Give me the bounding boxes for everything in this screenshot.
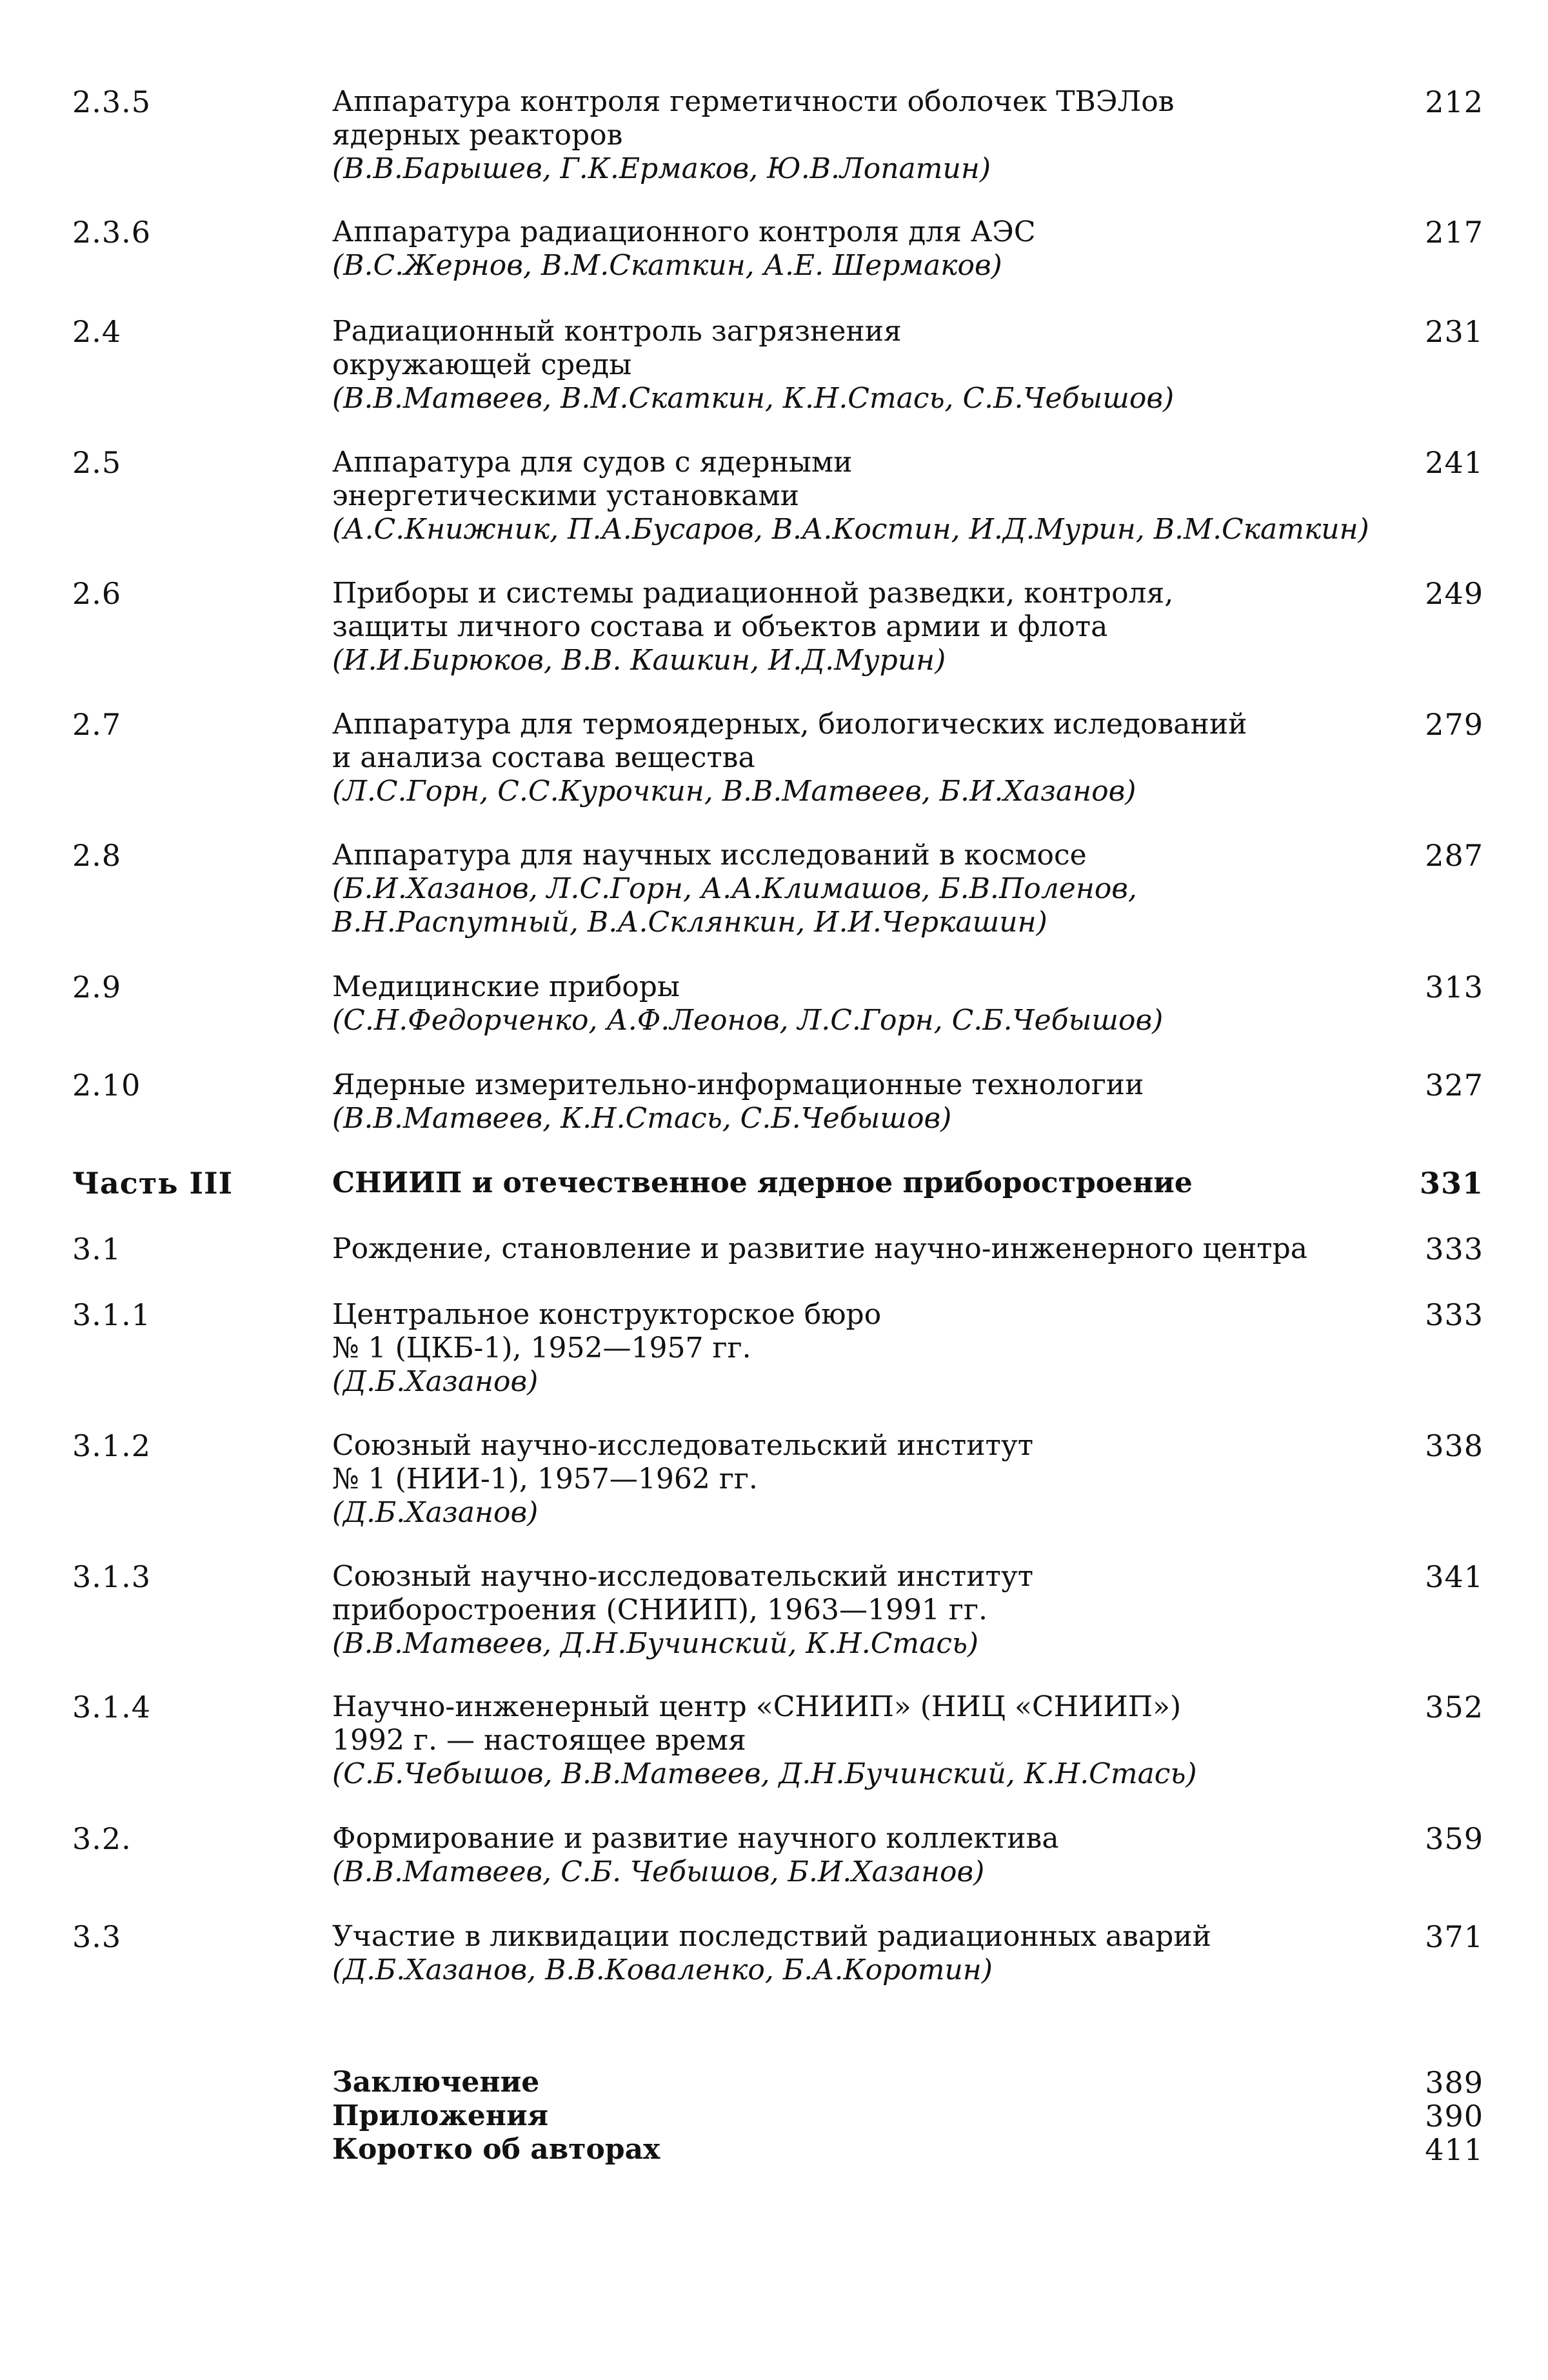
entry-title: Центральное конструкторское бюро № 1 (ЦКБ-1), 1952—1957 гг. [332, 1298, 882, 1365]
entry-number: 2.8 [72, 838, 122, 873]
entry-title: Радиационный контроль загрязнения окружающей среды [332, 315, 902, 381]
entry-authors: (В.В.Матвеев, К.Н.Стась, С.Б.Чебышов) [332, 1102, 952, 1135]
entry-authors: (А.С.Книжник, П.А.Бусаров, В.А.Костин, И.Д.Мурин, В.М.Скаткин) [332, 513, 1369, 546]
entry-number: 2.10 [72, 1068, 141, 1103]
entry-number: 2.5 [72, 445, 122, 480]
entry-authors: (Д.Б.Хазанов) [332, 1496, 539, 1529]
entry-number: 2.6 [72, 576, 122, 611]
entry-page: 279 [1425, 707, 1484, 742]
entry-authors: (В.В.Барышев, Г.К.Ермаков, Ю.В.Лопатин) [332, 152, 991, 185]
entry-authors: (Д.Б.Хазанов) [332, 1365, 539, 1398]
entry-number: 3.2. [72, 1821, 132, 1856]
entry-page: 331 [1419, 1166, 1484, 1201]
entry-title: Аппаратура для научных исследований в космосе [332, 839, 1087, 872]
entry-title: Аппаратура для термоядерных, биологических иследований и анализа состава вещества [332, 708, 1247, 774]
entry-page: 287 [1425, 838, 1484, 873]
end-page: 411 [1425, 2132, 1484, 2167]
entry-title: Приборы и системы радиационной разведки, контроля, защиты личного состава и объектов армии и флота [332, 577, 1174, 643]
entry-title: Медицинские приборы [332, 970, 680, 1003]
entry-authors: (Б.И.Хазанов, Л.С.Горн, А.А.Климашов, Б.В.Поленов, В.Н.Распутный, В.А.Склянкин, И.И.Черкашин) [332, 872, 1137, 939]
entry-authors: (В.В.Матвеев, С.Б. Чебышов, Б.И.Хазанов) [332, 1855, 985, 1888]
entry-authors: (Л.С.Горн, С.С.Курочкин, В.В.Матвеев, Б.И.Хазанов) [332, 775, 1136, 808]
entry-title: Союзный научно-исследовательский институт приборостроения (СНИИП), 1963—1991 гг. [332, 1560, 1034, 1626]
entry-number: 3.1.1 [72, 1297, 152, 1332]
entry-number: 3.3 [72, 1919, 122, 1954]
entry-number: 3.1.4 [72, 1690, 152, 1725]
entry-title: Участие в ликвидации последствий радиационных аварий [332, 1920, 1211, 1953]
end-label: Коротко об авторах [332, 2133, 660, 2166]
entry-page: 333 [1425, 1297, 1484, 1332]
entry-title: Ядерные измерительно-информационные технологии [332, 1068, 1144, 1101]
entry-authors: (С.Б.Чебышов, В.В.Матвеев, Д.Н.Бучинский, К.Н.Стась) [332, 1757, 1197, 1790]
entry-authors: (В.С.Жернов, В.М.Скаткин, А.Е. Шермаков) [332, 249, 1002, 282]
entry-page: 313 [1425, 970, 1484, 1005]
entry-page: 327 [1425, 1068, 1484, 1103]
entry-page: 341 [1425, 1559, 1484, 1594]
entry-authors: (В.В.Матвеев, Д.Н.Бучинский, К.Н.Стась) [332, 1627, 979, 1660]
toc-end-conclusion [0, 2066, 1548, 2099]
toc-end-authors [0, 2133, 1548, 2166]
entry-number: 2.9 [72, 970, 122, 1005]
end-label: Заключение [332, 2066, 540, 2099]
entry-page: 249 [1425, 576, 1484, 611]
entry-page: 212 [1425, 85, 1484, 119]
entry-page: 217 [1425, 215, 1484, 250]
entry-number: 3.1.2 [72, 1428, 152, 1463]
entry-title: Аппаратура для судов с ядерными энергетическими установками [332, 446, 853, 512]
toc-end-appendices [0, 2099, 1548, 2133]
entry-number: 2.3.6 [72, 215, 152, 250]
entry-title: Рождение, становление и развитие научно-инженерного центра [332, 1232, 1308, 1265]
entry-number: 3.1.3 [72, 1559, 152, 1594]
end-page: 390 [1425, 2099, 1484, 2134]
entry-number: 2.7 [72, 707, 122, 742]
entry-title: Союзный научно-исследовательский институт № 1 (НИИ-1), 1957—1962 гг. [332, 1429, 1034, 1495]
entry-page: 352 [1425, 1690, 1484, 1725]
entry-number: 3.1 [72, 1232, 122, 1266]
entry-authors: (Д.Б.Хазанов, В.В.Коваленко, Б.А.Коротин) [332, 1954, 993, 1986]
entry-authors: (С.Н.Федорченко, А.Ф.Леонов, Л.С.Горн, С.Б.Чебышов) [332, 1004, 1164, 1037]
entry-page: 338 [1425, 1428, 1484, 1463]
entry-title: Научно-инженерный центр «СНИИП» (НИЦ «СНИИП») 1992 г. — настоящее время [332, 1690, 1182, 1757]
entry-authors: (В.В.Матвеев, В.М.Скаткин, К.Н.Стась, С.Б.Чебышов) [332, 382, 1175, 415]
entry-page: 241 [1425, 445, 1484, 480]
entry-page: 359 [1425, 1821, 1484, 1856]
entry-authors: (И.И.Бирюков, В.В. Кашкин, И.Д.Мурин) [332, 644, 946, 677]
part-number: Часть III [72, 1166, 233, 1201]
entry-number: 2.3.5 [72, 85, 152, 119]
entry-page: 371 [1425, 1919, 1484, 1954]
entry-title: Формирование и развитие научного коллектива [332, 1822, 1059, 1855]
entry-number: 2.4 [72, 314, 122, 349]
entry-title: Аппаратура контроля герметичности оболочек ТВЭЛов ядерных реакторов [332, 85, 1175, 152]
entry-page: 231 [1425, 314, 1484, 349]
end-page: 389 [1425, 2065, 1484, 2100]
entry-page: 333 [1425, 1232, 1484, 1266]
part-title: СНИИП и отечественное ядерное приборостроение [332, 1166, 1193, 1199]
end-label: Приложения [332, 2099, 549, 2132]
entry-title: Аппаратура радиационного контроля для АЭС [332, 215, 1036, 248]
